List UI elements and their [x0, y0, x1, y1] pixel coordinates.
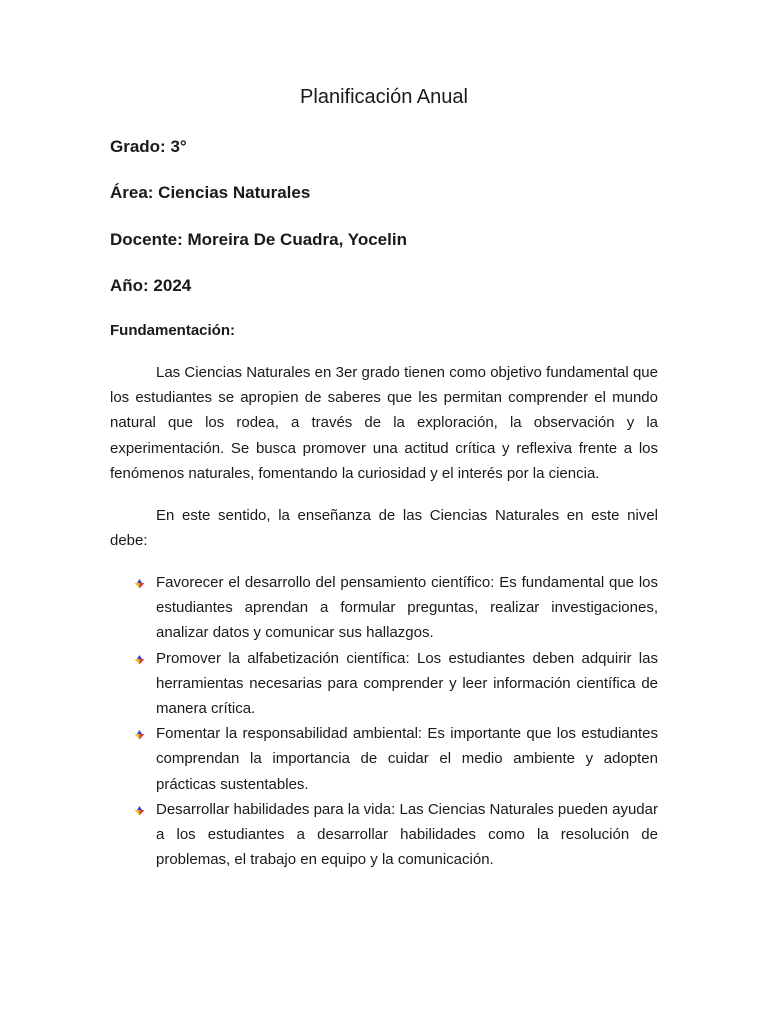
- arrow-bullet-icon: [134, 729, 145, 740]
- section-heading-fundamentacion: Fundamentación:: [110, 322, 236, 339]
- list-item: [110, 797, 658, 873]
- year-line: Año: 2024: [110, 276, 192, 295]
- list-item: [110, 646, 658, 722]
- paragraph: En este sentido, la enseñanza de las Ciencias Naturales en este nivel debe:: [110, 507, 658, 550]
- list-item-text: Promover la alfabetización científica: Los estudiantes deben adquirir las herramientas necesarias para comprender y leer información científica de manera crítica.: [156, 649, 658, 718]
- arrow-bullet-icon: [134, 654, 145, 665]
- list-item-text: Favorecer el desarrollo del pensamiento científico: Es fundamental que los estudiantes aprendan a formular preguntas, realizar investigaciones, analizar datos y comunicar sus hallazgos.: [156, 574, 658, 642]
- teacher-line: Docente: Moreira De Cuadra, Yocelin: [110, 230, 407, 249]
- arrow-bullet-icon: [134, 578, 145, 589]
- document-title: Planificación Anual: [300, 86, 468, 108]
- list-item: [110, 721, 658, 797]
- paragraph: Las Ciencias Naturales en 3er grado tienen como objetivo fundamental que los estudiantes se apropien de saberes que les permitan comprender el mundo natural que los rodea, a través de la exploración, la observación y la experimentación. Se busca promover una actitud crítica y reflexiva frente a los fenómenos naturales, fomentando la curiosidad y el interés por la ciencia.: [110, 364, 658, 482]
- list-item-text: Fomentar la responsabilidad ambiental: Es importante que los estudiantes comprendan la importancia de cuidar el medio ambiente y adopten prácticas sustentables.: [156, 725, 658, 793]
- list-item-text: Desarrollar habilidades para la vida: Las Ciencias Naturales pueden ayudar a los estudiantes a desarrollar habilidades como la resolución de problemas, el trabajo en equipo y la comunicación.: [156, 800, 658, 869]
- arrow-bullet-icon: [134, 805, 145, 816]
- grade-line: Grado: 3°: [110, 137, 187, 156]
- list-item: [110, 570, 658, 646]
- subject-area-line: Área: Ciencias Naturales: [110, 183, 311, 202]
- objectives-list: [110, 570, 658, 872]
